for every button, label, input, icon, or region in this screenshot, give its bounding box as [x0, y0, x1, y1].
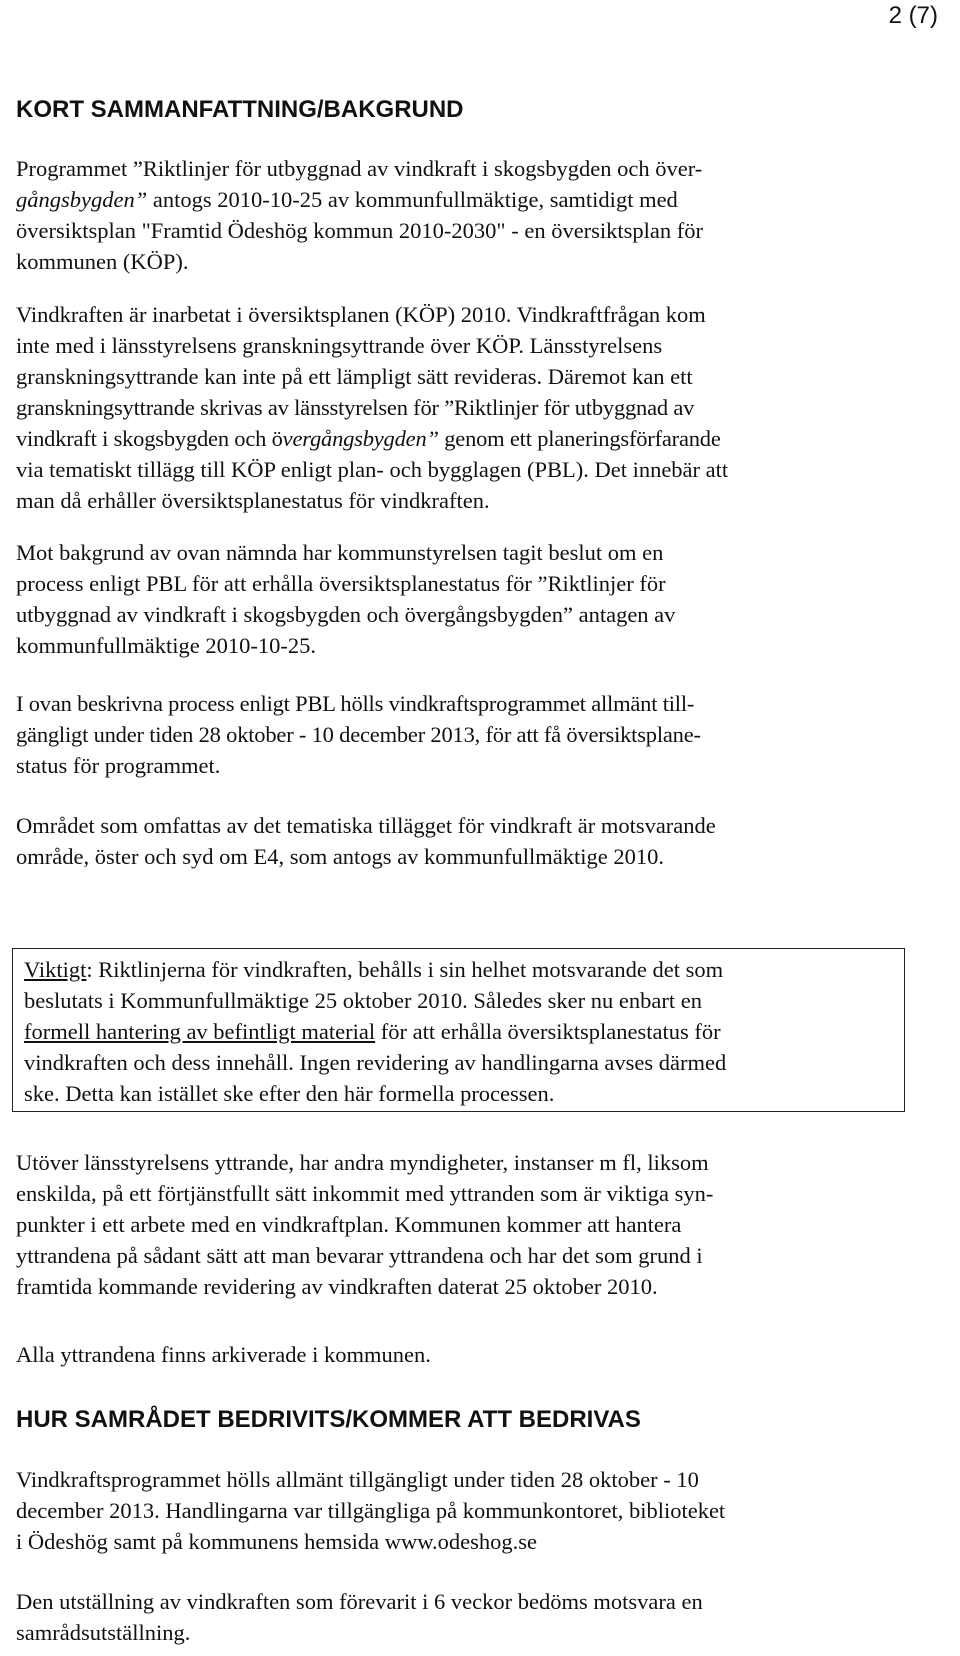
- text-line: kommunfullmäktige 2010-10-25.: [16, 633, 316, 658]
- text-line: i Ödeshög samt på kommunens hemsida www.odeshog.se: [16, 1529, 537, 1554]
- text-line: inte med i länsstyrelsens granskningsyttrande över KÖP. Länsstyrelsens: [16, 333, 663, 358]
- text-line: punkter i ett arbete med en vindkraftplan. Kommunen kommer att hantera: [16, 1212, 682, 1237]
- text-line: Utöver länsstyrelsens yttrande, har andra myndigheter, instanser m fl, liksom: [16, 1150, 709, 1175]
- text-line: vindkraften och dess innehåll. Ingen revidering av handlingarna avses därmed: [24, 1050, 727, 1075]
- text-line: område, öster och syd om E4, som antogs av kommunfullmäktige 2010.: [16, 844, 665, 869]
- text-line: Den utställning av vindkraften som förevarit i 6 veckor bedöms motsvara en: [16, 1589, 703, 1614]
- text-line: process enligt PBL för att erhålla översiktsplanestatus för ”Riktlinjer för: [16, 571, 666, 596]
- underlined-text: formell hantering av befintligt material: [24, 1019, 376, 1044]
- text-line: status för programmet.: [16, 753, 221, 778]
- paragraph-area: [16, 810, 716, 872]
- text-fragment: : Riktlinjerna för vindkraften, behålls i sin helhet motsvarande det som: [86, 957, 724, 982]
- text-line: yttrandena på sådant sätt att man bevarar yttrandena och har det som grund i: [16, 1243, 703, 1268]
- text-line: [16, 184, 703, 215]
- text-line: framtida kommande revidering av vindkraften daterat 25 oktober 2010.: [16, 1274, 658, 1299]
- text-line: gängligt under tiden 28 oktober - 10 december 2013, för att få översiktsplane-: [16, 722, 701, 747]
- paragraph-consultation: [16, 1464, 725, 1557]
- text-line: I ovan beskrivna process enligt PBL hölls vindkraftsprogrammet allmänt till-: [16, 691, 695, 716]
- text-line: [24, 1016, 726, 1047]
- text-line: via tematiskt tillägg till KÖP enligt plan- och bygglagen (PBL). Det innebär att: [16, 457, 729, 482]
- text-line: Programmet ”Riktlinjer för utbyggnad av vindkraft i skogsbygden och över-: [16, 156, 703, 181]
- important-notice: [24, 954, 726, 1109]
- text-line: Vindkraftsprogrammet hölls allmänt tillgängligt under tiden 28 oktober - 10: [16, 1467, 699, 1492]
- text-line: granskningsyttrande kan inte på ett lämpligt sätt revideras. Däremot kan ett: [16, 364, 693, 389]
- italic-text: vergångsbygden”: [282, 426, 439, 451]
- text-fragment: antogs 2010-10-25 av kommunfullmäktige, samtidigt med: [147, 187, 678, 212]
- paragraph-availability: [16, 688, 701, 781]
- section-heading-summary: KORT SAMMANFATTNING/BAKGRUND: [16, 96, 464, 123]
- text-line: enskilda, på ett förtjänstfullt sätt inkommit med yttranden som är viktiga syn-: [16, 1181, 714, 1206]
- text-line: översiktsplan "Framtid Ödeshög kommun 2010-2030" - en översiktsplan för: [16, 218, 704, 243]
- section-heading-consultation: HUR SAMRÅDET BEDRIVITS/KOMMER ATT BEDRIVAS: [16, 1406, 641, 1433]
- text-line: Mot bakgrund av ovan nämnda har kommunstyrelsen tagit beslut om en: [16, 540, 664, 565]
- text-line: granskningsyttrande skrivas av länsstyrelsen för ”Riktlinjer för utbyggnad av: [16, 395, 695, 420]
- text-fragment: för att erhålla översiktsplanestatus för: [375, 1019, 721, 1044]
- text-line: Vindkraften är inarbetat i översiktsplanen (KÖP) 2010. Vindkraftfrågan kom: [16, 302, 706, 327]
- text-line: utbyggnad av vindkraft i skogsbygden och övergångsbygden” antagen av: [16, 602, 676, 627]
- text-line: ske. Detta kan istället ske efter den här formella processen.: [24, 1081, 555, 1106]
- paragraph-kop: [16, 299, 728, 516]
- paragraph-exhibition: [16, 1586, 703, 1648]
- paragraph-programme: [16, 153, 703, 277]
- text-line: beslutats i Kommunfullmäktige 25 oktober 2010. Således sker nu enbart en: [24, 988, 702, 1013]
- important-label: Viktigt: [24, 957, 87, 982]
- text-line: Alla yttrandena finns arkiverade i kommunen.: [16, 1342, 431, 1367]
- text-fragment: genom ett planeringsförfarande: [438, 426, 721, 451]
- italic-text: gångsbygden”: [16, 187, 148, 212]
- text-line: [16, 423, 728, 454]
- text-line: man då erhåller översiktsplanestatus för vindkraften.: [16, 488, 490, 513]
- paragraph-statements: [16, 1147, 713, 1302]
- text-line: samrådsutställning.: [16, 1620, 191, 1645]
- paragraph-process: [16, 537, 675, 661]
- text-line: kommunen (KÖP).: [16, 249, 189, 274]
- text-fragment: vindkraft i skogsbygden och ö: [16, 426, 283, 451]
- text-line: [24, 954, 726, 985]
- page-number: 2 (7): [888, 2, 938, 29]
- text-line: Området som omfattas av det tematiska tillägget för vindkraft är motsvarande: [16, 813, 716, 838]
- paragraph-archive: [16, 1339, 431, 1370]
- text-line: december 2013. Handlingarna var tillgängliga på kommunkontoret, biblioteket: [16, 1498, 726, 1523]
